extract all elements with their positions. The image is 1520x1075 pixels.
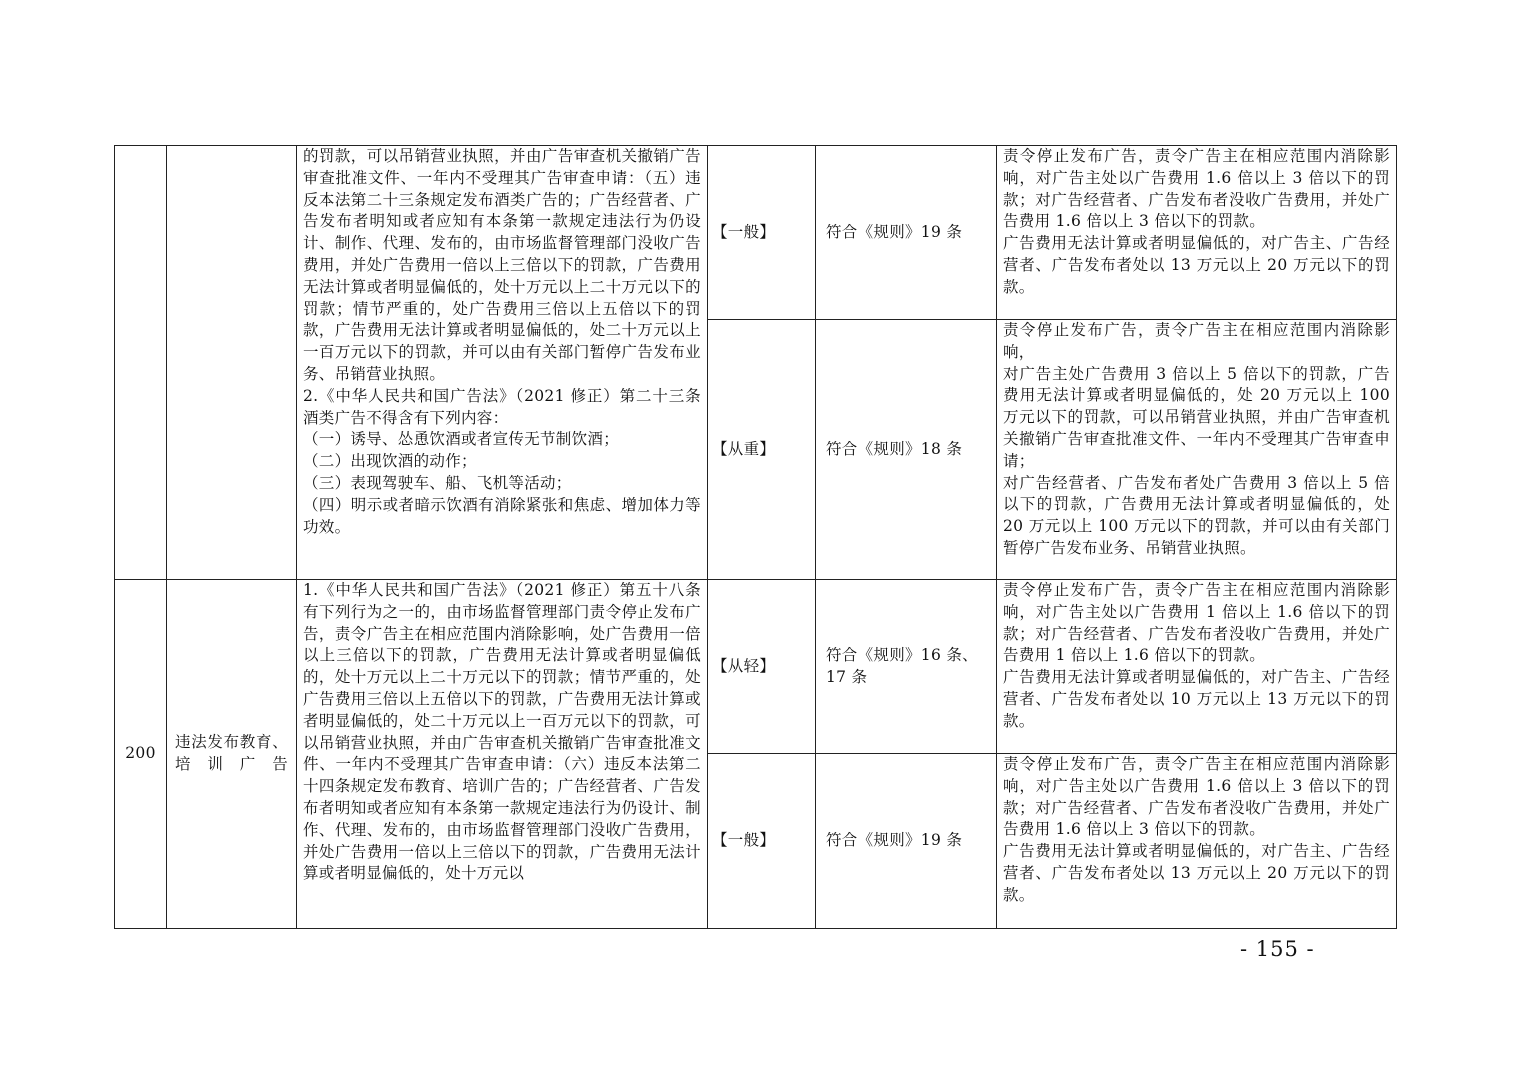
page-number: - 155 -: [1240, 937, 1315, 961]
discretion-level: 【一般】: [708, 754, 816, 929]
applicable-rule: 符合《规则》16 条、17 条: [816, 580, 997, 754]
discretion-level: 【从重】: [708, 320, 816, 580]
item-name-cell: [167, 146, 297, 580]
item-number-cell: [115, 146, 167, 580]
legal-basis-cell: 1.《中华人民共和国广告法》（2021 修正）第五十八条 有下列行为之一的，由市场监督管理部门责令停止发布广告，责令广告主在相应范围内消除影响，处广告费用一倍以上三倍以下的罚款，广告费用无法计算或者明显偏低的，处十万元以上二十万元以下的罚款；情节严重的，处广告费用三倍以上五倍以下的罚款，广告费用无法计算或者明显偏低的，处二十万元以上一百万元以下的罚款，可以吊销营业执照，并由广告审查机关撤销广告审查批准文件、一年内不受理其广告审查申请：（六）违反本法第二十四条规定发布教育、培训广告的；广告经营者、广告发布者明知或者应知有本条第一款规定违法行为仍设计、制作、代理、发布的，由市场监督管理部门没收广告费用，并处广告费用一倍以上三倍以下的罚款，广告费用无法计算或者明显偏低的，处十万元以: [297, 580, 708, 929]
penalty-standard: 责令停止发布广告，责令广告主在相应范围内消除影响， 对广告主处广告费用 3 倍以上 5 倍以下的罚款，广告费用无法计算或者明显偏低的，处 20 万元以上 100 万元以下的罚款，可以吊销营业执照，并由广告审查机关撤销广告审查批准文件、一年内不受理其广告审查申请； 对广告经营者、广告发布者处广告费用 3 倍以上 5 倍以下的罚款，广告费用无法计算或者明显偏低的，处 20 万元以上 100 万元以下的罚款，并可以由有关部门暂停广告发布业务、吊销营业执照。: [997, 320, 1397, 580]
penalty-discretion-table: [114, 145, 1397, 929]
table-row: [115, 580, 1397, 754]
applicable-rule: 符合《规则》19 条: [816, 146, 997, 320]
applicable-rule: 符合《规则》18 条: [816, 320, 997, 580]
penalty-standard: 责令停止发布广告，责令广告主在相应范围内消除影响，对广告主处以广告费用 1.6 倍以上 3 倍以下的罚款；对广告经营者、广告发布者没收广告费用，并处广告费用 1.6 倍以上 3 倍以下的罚款。 广告费用无法计算或者明显偏低的，对广告主、广告经营者、广告发布者处以 13 万元以上 20 万元以下的罚款。: [997, 146, 1397, 320]
legal-basis-cell: 的罚款，可以吊销营业执照，并由广告审查机关撤销广告审查批准文件、一年内不受理其广告审查申请：（五）违反本法第二十三条规定发布酒类广告的；广告经营者、广告发布者明知或者应知有本条第一款规定违法行为仍设计、制作、代理、发布的，由市场监督管理部门没收广告费用，并处广告费用一倍以上三倍以下的罚款，广告费用无法计算或者明显偏低的，处十万元以上二十万元以下的罚款；情节严重的，处广告费用三倍以上五倍以下的罚款，广告费用无法计算或者明显偏低的，处二十万元以上一百万元以下的罚款，并可以由有关部门暂停广告发布业务、吊销营业执照。 2.《中华人民共和国广告法》（2021 修正）第二十三条 酒类广告不得含有下列内容： （一）诱导、怂恿饮酒或者宣传无节制饮酒； （二）出现饮酒的动作； （三）表现驾驶车、船、飞机等活动； （四）明示或者暗示饮酒有消除紧张和焦虑、增加体力等功效。: [297, 146, 708, 580]
table-row: [115, 146, 1397, 320]
item-number: 200: [115, 580, 167, 929]
applicable-rule: 符合《规则》19 条: [816, 754, 997, 929]
item-name: 违法发布教育、培训广告: [167, 580, 297, 929]
discretion-level: 【一般】: [708, 146, 816, 320]
penalty-standard: 责令停止发布广告，责令广告主在相应范围内消除影响，对广告主处以广告费用 1.6 倍以上 3 倍以下的罚款；对广告经营者、广告发布者没收广告费用，并处广告费用 1.6 倍以上 3 倍以下的罚款。 广告费用无法计算或者明显偏低的，对广告主、广告经营者、广告发布者处以 13 万元以上 20 万元以下的罚款。: [997, 754, 1397, 929]
penalty-standard: 责令停止发布广告，责令广告主在相应范围内消除影响，对广告主处以广告费用 1 倍以上 1.6 倍以下的罚款；对广告经营者、广告发布者没收广告费用，并处广告费用 1 倍以上 1.6 倍以下的罚款。 广告费用无法计算或者明显偏低的，对广告主、广告经营者、广告发布者处以 10 万元以上 13 万元以下的罚款。: [997, 580, 1397, 754]
discretion-level: 【从轻】: [708, 580, 816, 754]
